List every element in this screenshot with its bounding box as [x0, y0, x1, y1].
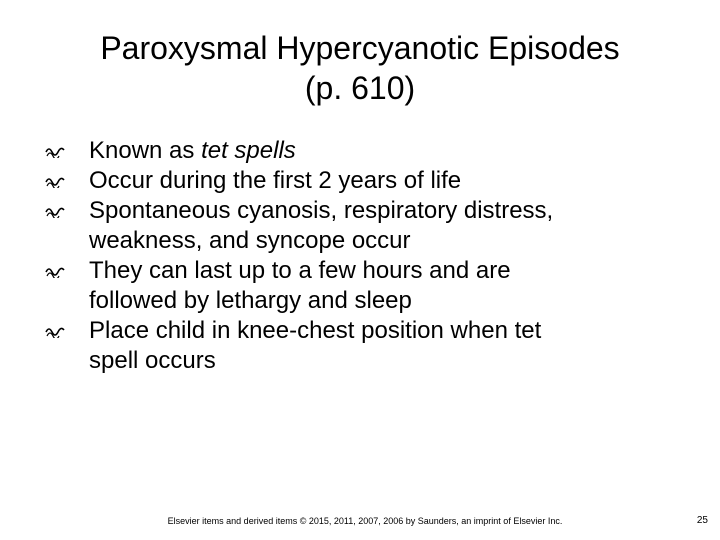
bullet-5-line-1: Place child in knee-chest position when tet	[89, 317, 542, 344]
wave-bullet-icon	[45, 174, 65, 188]
bullet-item-4	[45, 256, 685, 316]
bullet-4-line-1: They can last up to a few hours and are	[89, 257, 511, 284]
bullet-3-line-1: Spontaneous cyanosis, respiratory distress,	[89, 197, 554, 224]
slide-title-line-2: (p. 610)	[304, 70, 416, 106]
bullet-list	[45, 136, 685, 376]
slide-title-line-1: Paroxysmal Hypercyanotic Episodes	[100, 30, 620, 66]
bullet-item-5	[45, 316, 685, 376]
wave-bullet-icon	[45, 324, 65, 338]
copyright-footer: Elsevier items and derived items © 2015, 2011, 2007, 2006 by Saunders, an imprint of Elsevier Inc.	[167, 516, 563, 526]
page-number: 25	[696, 515, 708, 526]
bullet-1-emphasis: tet spells	[201, 137, 296, 164]
wave-bullet-icon	[45, 204, 65, 218]
bullet-4-line-2: followed by lethargy and sleep	[89, 287, 412, 314]
wave-bullet-icon	[45, 264, 65, 278]
bullet-item-3	[45, 196, 685, 256]
bullet-1-lead: Known as	[89, 137, 202, 164]
bullet-2-text: Occur during the first 2 years of life	[89, 167, 462, 194]
bullet-item-1	[45, 136, 685, 166]
bullet-5-line-2: spell occurs	[89, 347, 216, 374]
bullet-item-2	[45, 166, 685, 196]
bullet-3-line-2: weakness, and syncope occur	[89, 227, 411, 254]
wave-bullet-icon	[45, 144, 65, 158]
slide-title	[40, 28, 680, 108]
